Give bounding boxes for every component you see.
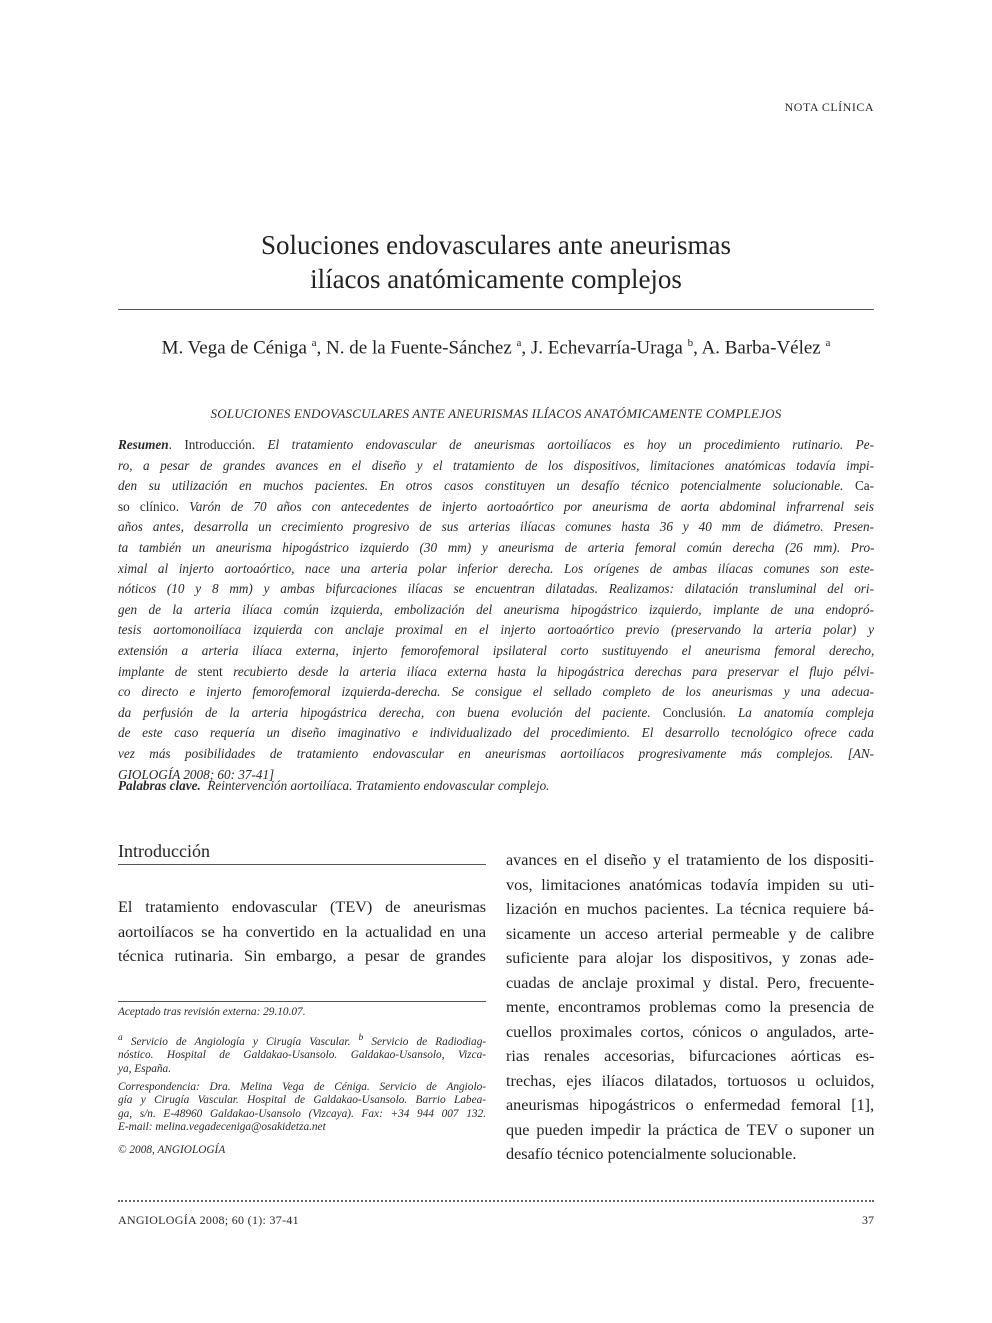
author-name: J. Echevarría-Uraga (530, 337, 683, 359)
abstract-line: años antes, desarrolla un crecimiento progresivo de sus arterias ilíacas comunes hasta 36 y 40 mm de diámetro. Presen- (118, 519, 874, 535)
footnote-correspondence: Correspondencia: Dra. Melina Vega de Céniga. Servicio de Angiolo- gía y Cirugía Vascular. Hospital de Galdakao-Usansolo. Barrio Labea- ga, s/n. E-48960 Galdakao-Usansolo (Vizcaya). Fax: +34 944 007 132. E-mail: melina.vegadeceniga@osakidetza.net (118, 1081, 486, 1134)
body-line: cuadas de anclaje proximal y distal. Pero, frecuente- (506, 973, 875, 992)
correspondence-email: E-mail: melina.vegadeceniga@osakidetza.net (118, 1121, 326, 1134)
abstract-line: implante de stent recubierto desde la arteria ilíaca externa hasta la hipogástrica derechas para preservar el flujo pélvi- (118, 663, 874, 679)
section-heading-rule (118, 864, 486, 865)
abstract-line: so clínico. Varón de 70 años con antecedentes de injerto aortoaórtico por aneurisma de aorta abdominal infrarrenal seis (118, 498, 874, 514)
body-line: avances en el diseño y el tratamiento de los dispositi- (506, 851, 874, 869)
keywords-text: Reintervención aortoilíaca. Tratamiento endovascular complejo. (207, 778, 550, 793)
author-name: M. Vega de Céniga (161, 337, 307, 359)
body-line: aortoilíacos se ha convertido en la actualidad en una (118, 922, 487, 941)
abstract-line: ro, a pesar de grandes avances en el diseño y el tratamiento de los dispositivos, limitaciones anatómicas todavía impi- (118, 457, 874, 473)
page-number: 37 (862, 1213, 874, 1227)
abstract-line: Resumen. Introducción. El tratamiento endovascular de aneurismas aortoilíacos es hoy un procedimiento rutinario. Pe- (118, 437, 874, 452)
body-line: cuellos proximales cortos, cónicos o angulados, arte- (506, 1022, 874, 1041)
authors (118, 330, 874, 361)
body-line: sicamente un acceso arterial permeable y de calibre (506, 924, 875, 943)
body-line: técnica rutinaria. Sin embargo, a pesar de grandes (118, 947, 486, 965)
body-line: mente, encontramos problemas como la presencia de (506, 998, 875, 1016)
abstract-label: Resumen (118, 437, 169, 452)
body-line: desafío técnico potencialmente solucionable. (506, 1145, 797, 1163)
footnote-copyright: © 2008, ANGIOLOGÍA (118, 1144, 226, 1156)
keywords (118, 776, 874, 796)
author-separator: , (693, 337, 702, 359)
footer-dotted-rule (118, 1200, 874, 1202)
abstract-line: den su utilización en muchos pacientes. En otros casos constituyen un desafío técnico potencialmente solucionable. Ca- (118, 478, 875, 494)
author-affiliation: a (825, 337, 831, 349)
abstract-title: SOLUCIONES ENDOVASCULARES ANTE ANEURISMAS ILÍACOS ANATÓMICAMENTE COMPLEJOS (210, 406, 782, 421)
body-line: rias renales accesorias, bifurcaciones aórticas es- (506, 1047, 875, 1065)
abstract-line: tesis aortomonoilíaca izquierda con anclaje proximal en el injerto aortoaórtico previo (preservando la arteria polar) y (118, 622, 874, 638)
abstract-line: vez más posibilidades de tratamiento endovascular en aneurismas aortoilíacos progresivamente más complejos. [AN- (118, 745, 875, 761)
author-name: N. de la Fuente-Sánchez (326, 337, 512, 359)
author-separator: , (316, 337, 327, 359)
title-line-1: Soluciones endovasculares ante aneurismas (260, 230, 732, 260)
title-line-2: ilíacos anatómicamente complejos (310, 264, 682, 294)
author-name: A. Barba-Vélez (701, 337, 821, 359)
keywords-label: Palabras clave. (118, 778, 201, 793)
footnote-accepted: Aceptado tras revisión externa: 29.10.07. (118, 1006, 306, 1018)
footnote-affiliations: $^a$ Servicio de Angiología y Cirugía Vascular. $^b$ Servicio de Radiodiag- nóstico. Hospital de Galdakao-Usansolo. Galdakao-Usansolo, Vizca- ya, España. (118, 1033, 487, 1075)
body-line: aneurismas hipogástricos o enfermedad femoral [1], (506, 1096, 875, 1114)
body-line: vos, limitaciones anatómicas todavía impiden su uti- (506, 875, 875, 894)
article-title (118, 228, 874, 296)
abstract-line: da perfusión de la arteria hipogástrica derecha, con buena evolución del paciente. Conclusión. La anatomía compleja (118, 704, 874, 720)
section-label: NOTA CLÍNICA (784, 100, 874, 114)
abstract-line: co directo e injerto femorofemoral izquierda-derecha. Se consigue el sellado completo de los aneurismas y una adecua- (118, 684, 875, 700)
body-line: El tratamiento endovascular (TEV) de aneurismas (118, 898, 487, 916)
body-line: trechas, ejes ilíacos dilatados, tortuosos u ocluidos, (506, 1071, 875, 1090)
body-line: que pueden impedir la práctica de TEV o suponer un (506, 1120, 875, 1139)
body-column-left (118, 895, 486, 969)
abstract-line: gen de la arteria ilíaca común izquierda, embolización del aneurisma hipogástrico izquierdo, implante de una endopró- (118, 601, 874, 617)
title-rule (118, 309, 874, 310)
author-affiliation: a (516, 337, 522, 349)
footnote-rule (118, 1001, 486, 1002)
author-separator: , (521, 337, 531, 359)
author-affiliation: b (687, 337, 694, 349)
abstract (118, 435, 874, 785)
abstract-line: de este caso requería un diseño imaginativo e individualizado del procedimiento. El desarrollo tecnológico ofrece cada (118, 725, 874, 741)
author-affiliation: a (311, 337, 317, 349)
body-line: lización en muchos pacientes. La técnica requiere bá- (506, 900, 875, 918)
footer-journal-citation: ANGIOLOGÍA 2008; 60 (1): 37-41 (118, 1213, 299, 1227)
abstract-line: ximal al injerto aortoaórtico, nace una arteria polar inferior derecha. Los orígenes de ambas ilíacas comunes son este- (118, 560, 875, 576)
abstract-line: ta también un aneurisma hipogástrico izquierdo (30 mm) y aneurisma de arteria femoral común derecha (26 mm). Pro- (118, 539, 875, 555)
body-column-right (506, 848, 874, 1167)
abstract-line: extensión a arteria ilíaca externa, injerto femorofemoral ipsilateral corto sustituyendo el aneurisma femoral derecho, (118, 642, 875, 658)
abstract-line: nóticos (10 y 8 mm) y ambas bifurcaciones ilíacas se encuentran dilatadas. Realizamos: dilatación transluminal del ori- (118, 581, 874, 597)
abstract-line: GIOLOGÍA 2008; 60: 37-41] (118, 766, 275, 782)
body-line: suficiente para alojar los dispositivos, y zonas ade- (506, 949, 875, 967)
section-heading-introduccion: Introducción (118, 841, 210, 861)
